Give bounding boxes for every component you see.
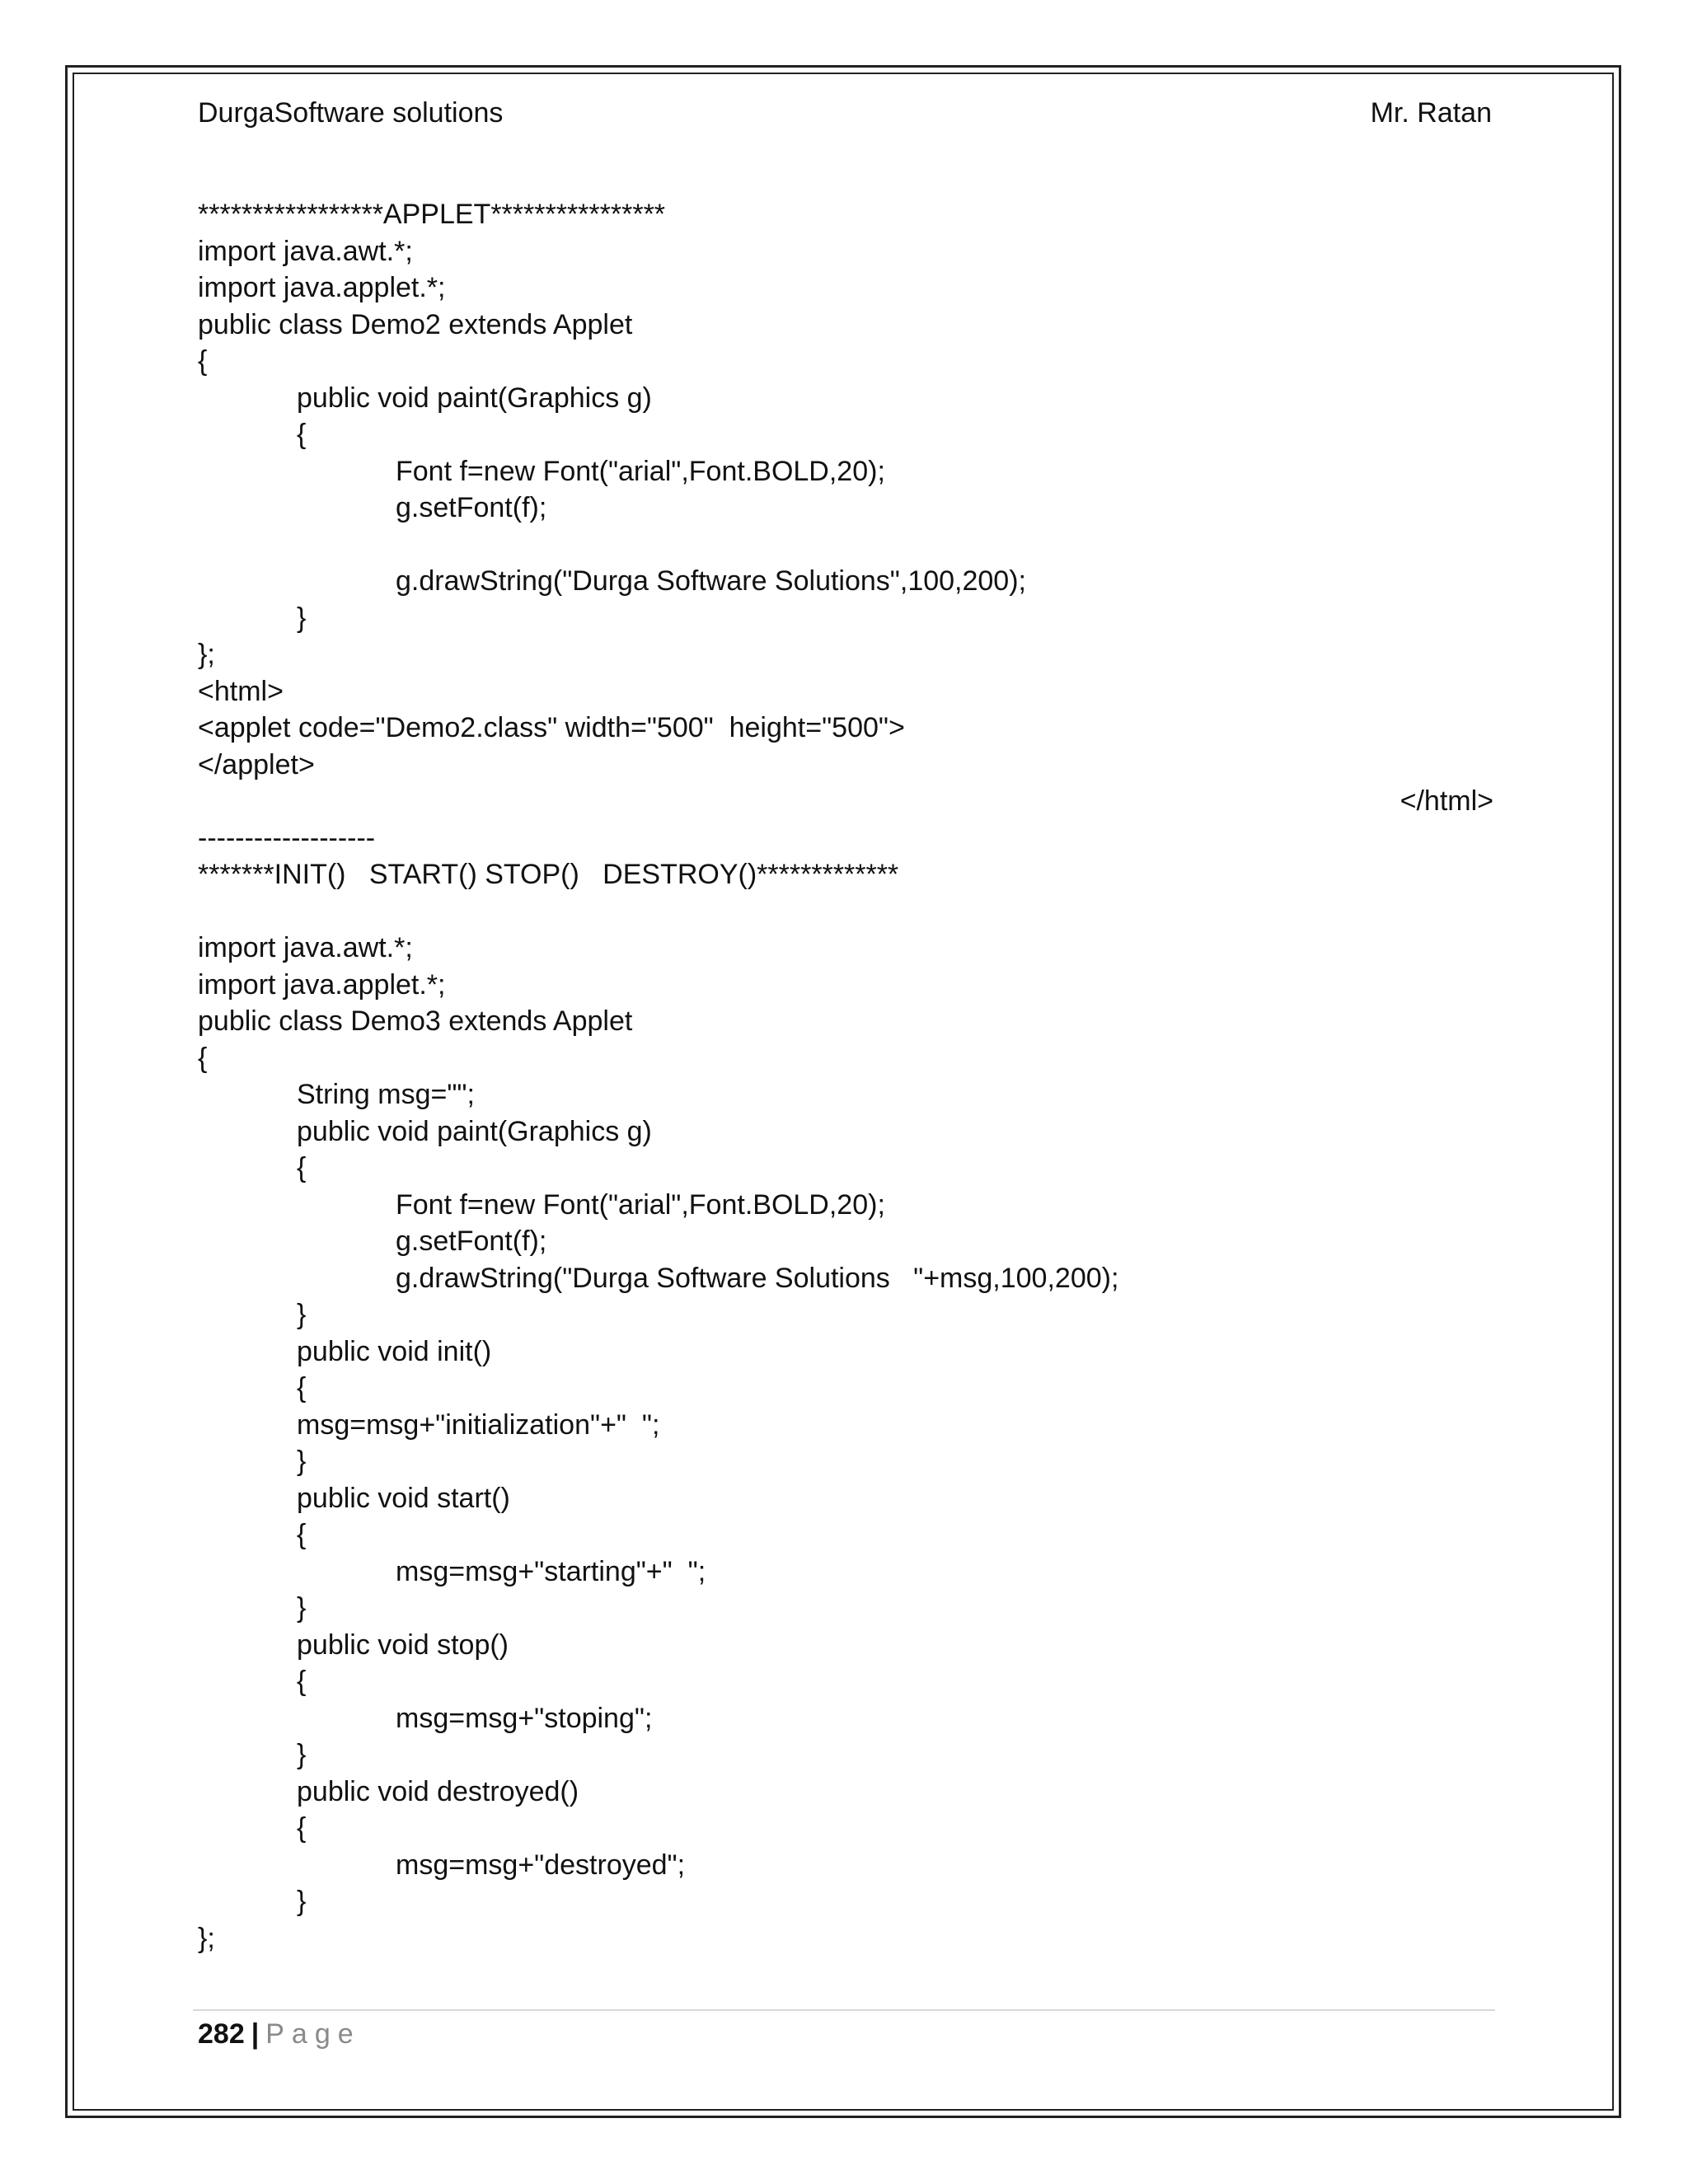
code-line: public void start()	[297, 1482, 510, 1514]
code-line: g.drawString("Durga Software Solutions",100,200);	[396, 565, 1026, 597]
code-listing	[198, 196, 1493, 1957]
code-line: }	[297, 1446, 307, 1477]
page-number: 282	[198, 2018, 245, 2050]
footer-separator: |	[251, 2018, 260, 2050]
code-line: g.setFont(f);	[396, 1226, 547, 1257]
code-line-blank	[198, 527, 1493, 564]
code-line: {	[297, 1666, 307, 1697]
code-line: import java.applet.*;	[198, 272, 446, 303]
code-line: Font f=new Font("arial",Font.BOLD,20);	[396, 1188, 885, 1221]
code-line: {	[297, 1812, 307, 1844]
code-line: g.setFont(f);	[396, 492, 547, 523]
header-author: Mr. Ratan	[1370, 97, 1492, 129]
code-line: g.drawString("Durga Software Solutions "+msg,100,200);	[396, 1262, 1119, 1294]
code-line: };	[198, 1922, 215, 1954]
code-line: </html>	[1400, 785, 1493, 817]
code-line: {	[198, 345, 208, 377]
code-line: String msg="";	[297, 1079, 475, 1110]
header-company: DurgaSoftware solutions	[198, 97, 504, 129]
code-line: import java.applet.*;	[198, 968, 446, 1001]
code-line: }	[297, 1886, 307, 1917]
code-line: };	[198, 639, 215, 670]
page-footer	[198, 2016, 361, 2052]
code-line: msg=msg+"initialization"+" ";	[297, 1408, 660, 1441]
code-line: msg=msg+"starting"+" ";	[396, 1555, 706, 1587]
code-line: msg=msg+"destroyed";	[396, 1849, 686, 1881]
code-line: public class Demo2 extends Applet	[198, 308, 633, 340]
code-line: </applet>	[198, 748, 315, 780]
code-line: -------------------	[198, 822, 376, 854]
code-line: public void destroyed()	[297, 1775, 579, 1807]
code-line: public void init()	[297, 1335, 492, 1367]
code-line: {	[297, 1372, 307, 1404]
code-line: }	[297, 602, 307, 634]
page-label: Page	[265, 2018, 361, 2050]
code-line: public void paint(Graphics g)	[297, 1115, 652, 1147]
code-line: {	[297, 419, 307, 450]
code-line: }	[297, 1592, 307, 1624]
code-line: Font f=new Font("arial",Font.BOLD,20);	[396, 455, 885, 487]
code-line-blank	[198, 893, 1493, 930]
footer-divider	[193, 2009, 1495, 2011]
code-line: public void paint(Graphics g)	[297, 382, 652, 414]
code-line: public void stop()	[297, 1629, 509, 1661]
code-line: msg=msg+"stoping";	[396, 1702, 653, 1734]
code-line: import java.awt.*;	[198, 235, 413, 267]
code-line: *****************APPLET****************	[198, 199, 666, 230]
code-line: }	[297, 1299, 307, 1330]
code-line: }	[297, 1739, 307, 1770]
code-line: public class Demo3 extends Applet	[198, 1005, 633, 1037]
code-line: {	[297, 1152, 307, 1183]
code-line: <html>	[198, 675, 284, 707]
code-line: import java.awt.*;	[198, 932, 413, 963]
code-line: {	[297, 1519, 307, 1550]
section-heading: *******INIT() START() STOP() DESTROY()*************	[198, 859, 899, 890]
code-line: {	[198, 1042, 208, 1074]
code-line: <applet code="Demo2.class" width="500" height="500">	[198, 712, 905, 743]
